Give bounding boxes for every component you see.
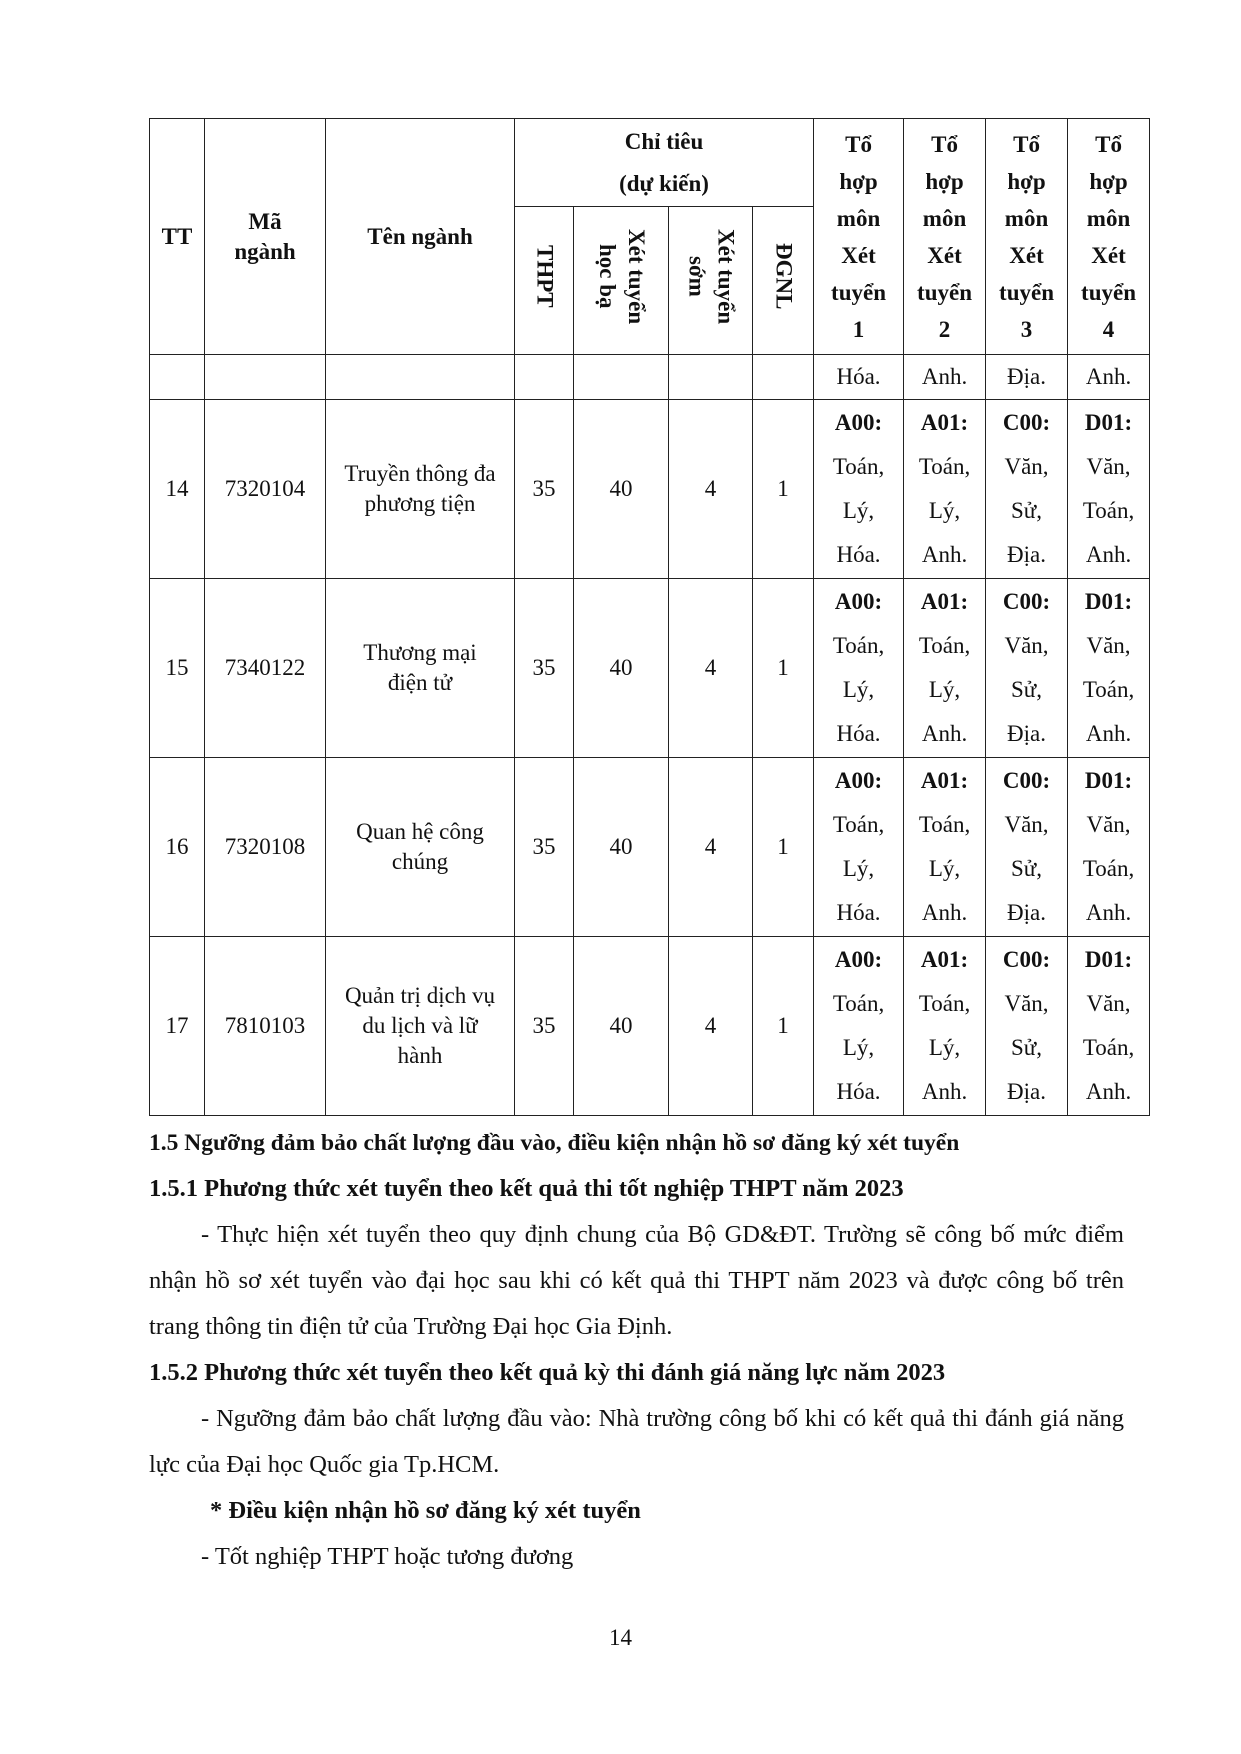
continuation-cell: Địa. [986,355,1068,400]
combo-cell: A01: Toán, Lý, Anh. [904,579,986,758]
header-combo-3: Tổ hợp môn Xét tuyển 3 [986,119,1068,355]
dgnl-cell: 1 [753,579,814,758]
combo-cell: C00: Văn, Sử, Địa. [986,758,1068,937]
combo-cell: C00: Văn, Sử, Địa. [986,937,1068,1116]
tt-cell: 16 [150,758,205,937]
continuation-row [150,355,1150,400]
ten-nganh-cell: Quan hệ công chúng [326,758,515,937]
combo-cell: A00: Toán, Lý, Hóa. [814,579,904,758]
conditions-heading: * Điều kiện nhận hồ sơ đăng ký xét tuyển [210,1497,641,1524]
ma-nganh-cell: 7320104 [205,400,326,579]
header-ma-nganh: Mã ngành [205,119,326,355]
table-row [150,400,1150,579]
section-heading-1-5: 1.5 Ngưỡng đảm bảo chất lượng đầu vào, điều kiện nhận hồ sơ đăng ký xét tuyển [149,1130,960,1156]
combo-cell: D01: Văn, Toán, Anh. [1068,758,1150,937]
header-thpt: THPT [515,207,574,355]
combo-cell: A00: Toán, Lý, Hóa. [814,937,904,1116]
combo-cell: A00: Toán, Lý, Hóa. [814,400,904,579]
header-chi-tieu [515,119,814,207]
continuation-cell: Anh. [1068,355,1150,400]
tt-cell: 14 [150,400,205,579]
table-row [150,758,1150,937]
ma-nganh-cell: 7810103 [205,937,326,1116]
conditions-item: - Tốt nghiệp THPT hoặc tương đương [201,1543,574,1570]
hoc-ba-cell: 40 [574,937,669,1116]
header-chi-tieu-label: Chỉ tiêu [624,128,704,154]
xet-tuyen-som-cell: 4 [669,400,753,579]
xet-tuyen-som-cell: 4 [669,758,753,937]
ma-nganh-cell: 7340122 [205,579,326,758]
thpt-cell: 35 [515,400,574,579]
combo-cell: C00: Văn, Sử, Địa. [986,400,1068,579]
combo-cell: C00: Văn, Sử, Địa. [986,579,1068,758]
ten-nganh-cell: Quản trị dịch vụ du lịch và lữ hành [326,937,515,1116]
header-xet-tuyen-hoc-ba: Xét tuyển học bạ [574,207,669,355]
header-combo-4: Tổ hợp môn Xét tuyển 4 [1068,119,1150,355]
combo-cell: A01: Toán, Lý, Anh. [904,400,986,579]
dgnl-cell: 1 [753,937,814,1116]
header-combo-2: Tổ hợp môn Xét tuyển 2 [904,119,986,355]
xet-tuyen-som-cell: 4 [669,579,753,758]
header-xet-tuyen-som: Xét tuyển sớm [669,207,753,355]
continuation-cell: Anh. [904,355,986,400]
combo-cell: D01: Văn, Toán, Anh. [1068,400,1150,579]
paragraph-1-5-2: - Ngưỡng đảm bảo chất lượng đầu vào: Nhà trường công bố khi có kết quả thi đánh giá năng lực của Đại học Quốc gia Tp.HCM. [149,1405,1124,1478]
combo-cell: A01: Toán, Lý, Anh. [904,937,986,1116]
tt-cell: 15 [150,579,205,758]
combo-cell: A01: Toán, Lý, Anh. [904,758,986,937]
dgnl-cell: 1 [753,400,814,579]
header-dgnl: ĐGNL [753,207,814,355]
admissions-table [149,118,1150,1116]
tt-cell: 17 [150,937,205,1116]
header-combo-1: Tổ hợp môn Xét tuyển 1 [814,119,904,355]
continuation-cell: Hóa. [814,355,904,400]
ma-nganh-cell: 7320108 [205,758,326,937]
xet-tuyen-som-cell: 4 [669,937,753,1116]
section-heading-1-5-2: 1.5.2 Phương thức xét tuyển theo kết quả kỳ thi đánh giá năng lực năm 2023 [149,1359,946,1386]
header-du-kien-label: (dự kiến) [619,170,709,196]
ten-nganh-cell: Truyền thông đa phương tiện [326,400,515,579]
paragraph-1-5-1: - Thực hiện xét tuyển theo quy định chung của Bộ GD&ĐT. Trường sẽ công bố mức điểm nhận hồ sơ xét tuyển vào đại học sau khi có kết quả thi THPT năm 2023 và được công bố trên trang thông tin điện tử của Trường Đại học Gia Định. [149,1221,1124,1340]
combo-cell: D01: Văn, Toán, Anh. [1068,937,1150,1116]
dgnl-cell: 1 [753,758,814,937]
section-heading-1-5-1: 1.5.1 Phương thức xét tuyển theo kết quả thi tốt nghiệp THPT năm 2023 [149,1175,904,1202]
table-row [150,579,1150,758]
hoc-ba-cell: 40 [574,400,669,579]
combo-cell: A00: Toán, Lý, Hóa. [814,758,904,937]
page-number: 14 [609,1625,632,1650]
hoc-ba-cell: 40 [574,579,669,758]
header-tt: TT [150,119,205,355]
thpt-cell: 35 [515,937,574,1116]
header-ten-nganh: Tên ngành [326,119,515,355]
thpt-cell: 35 [515,579,574,758]
combo-cell: D01: Văn, Toán, Anh. [1068,579,1150,758]
thpt-cell: 35 [515,758,574,937]
hoc-ba-cell: 40 [574,758,669,937]
table-row [150,937,1150,1116]
ten-nganh-cell: Thương mại điện tử [326,579,515,758]
